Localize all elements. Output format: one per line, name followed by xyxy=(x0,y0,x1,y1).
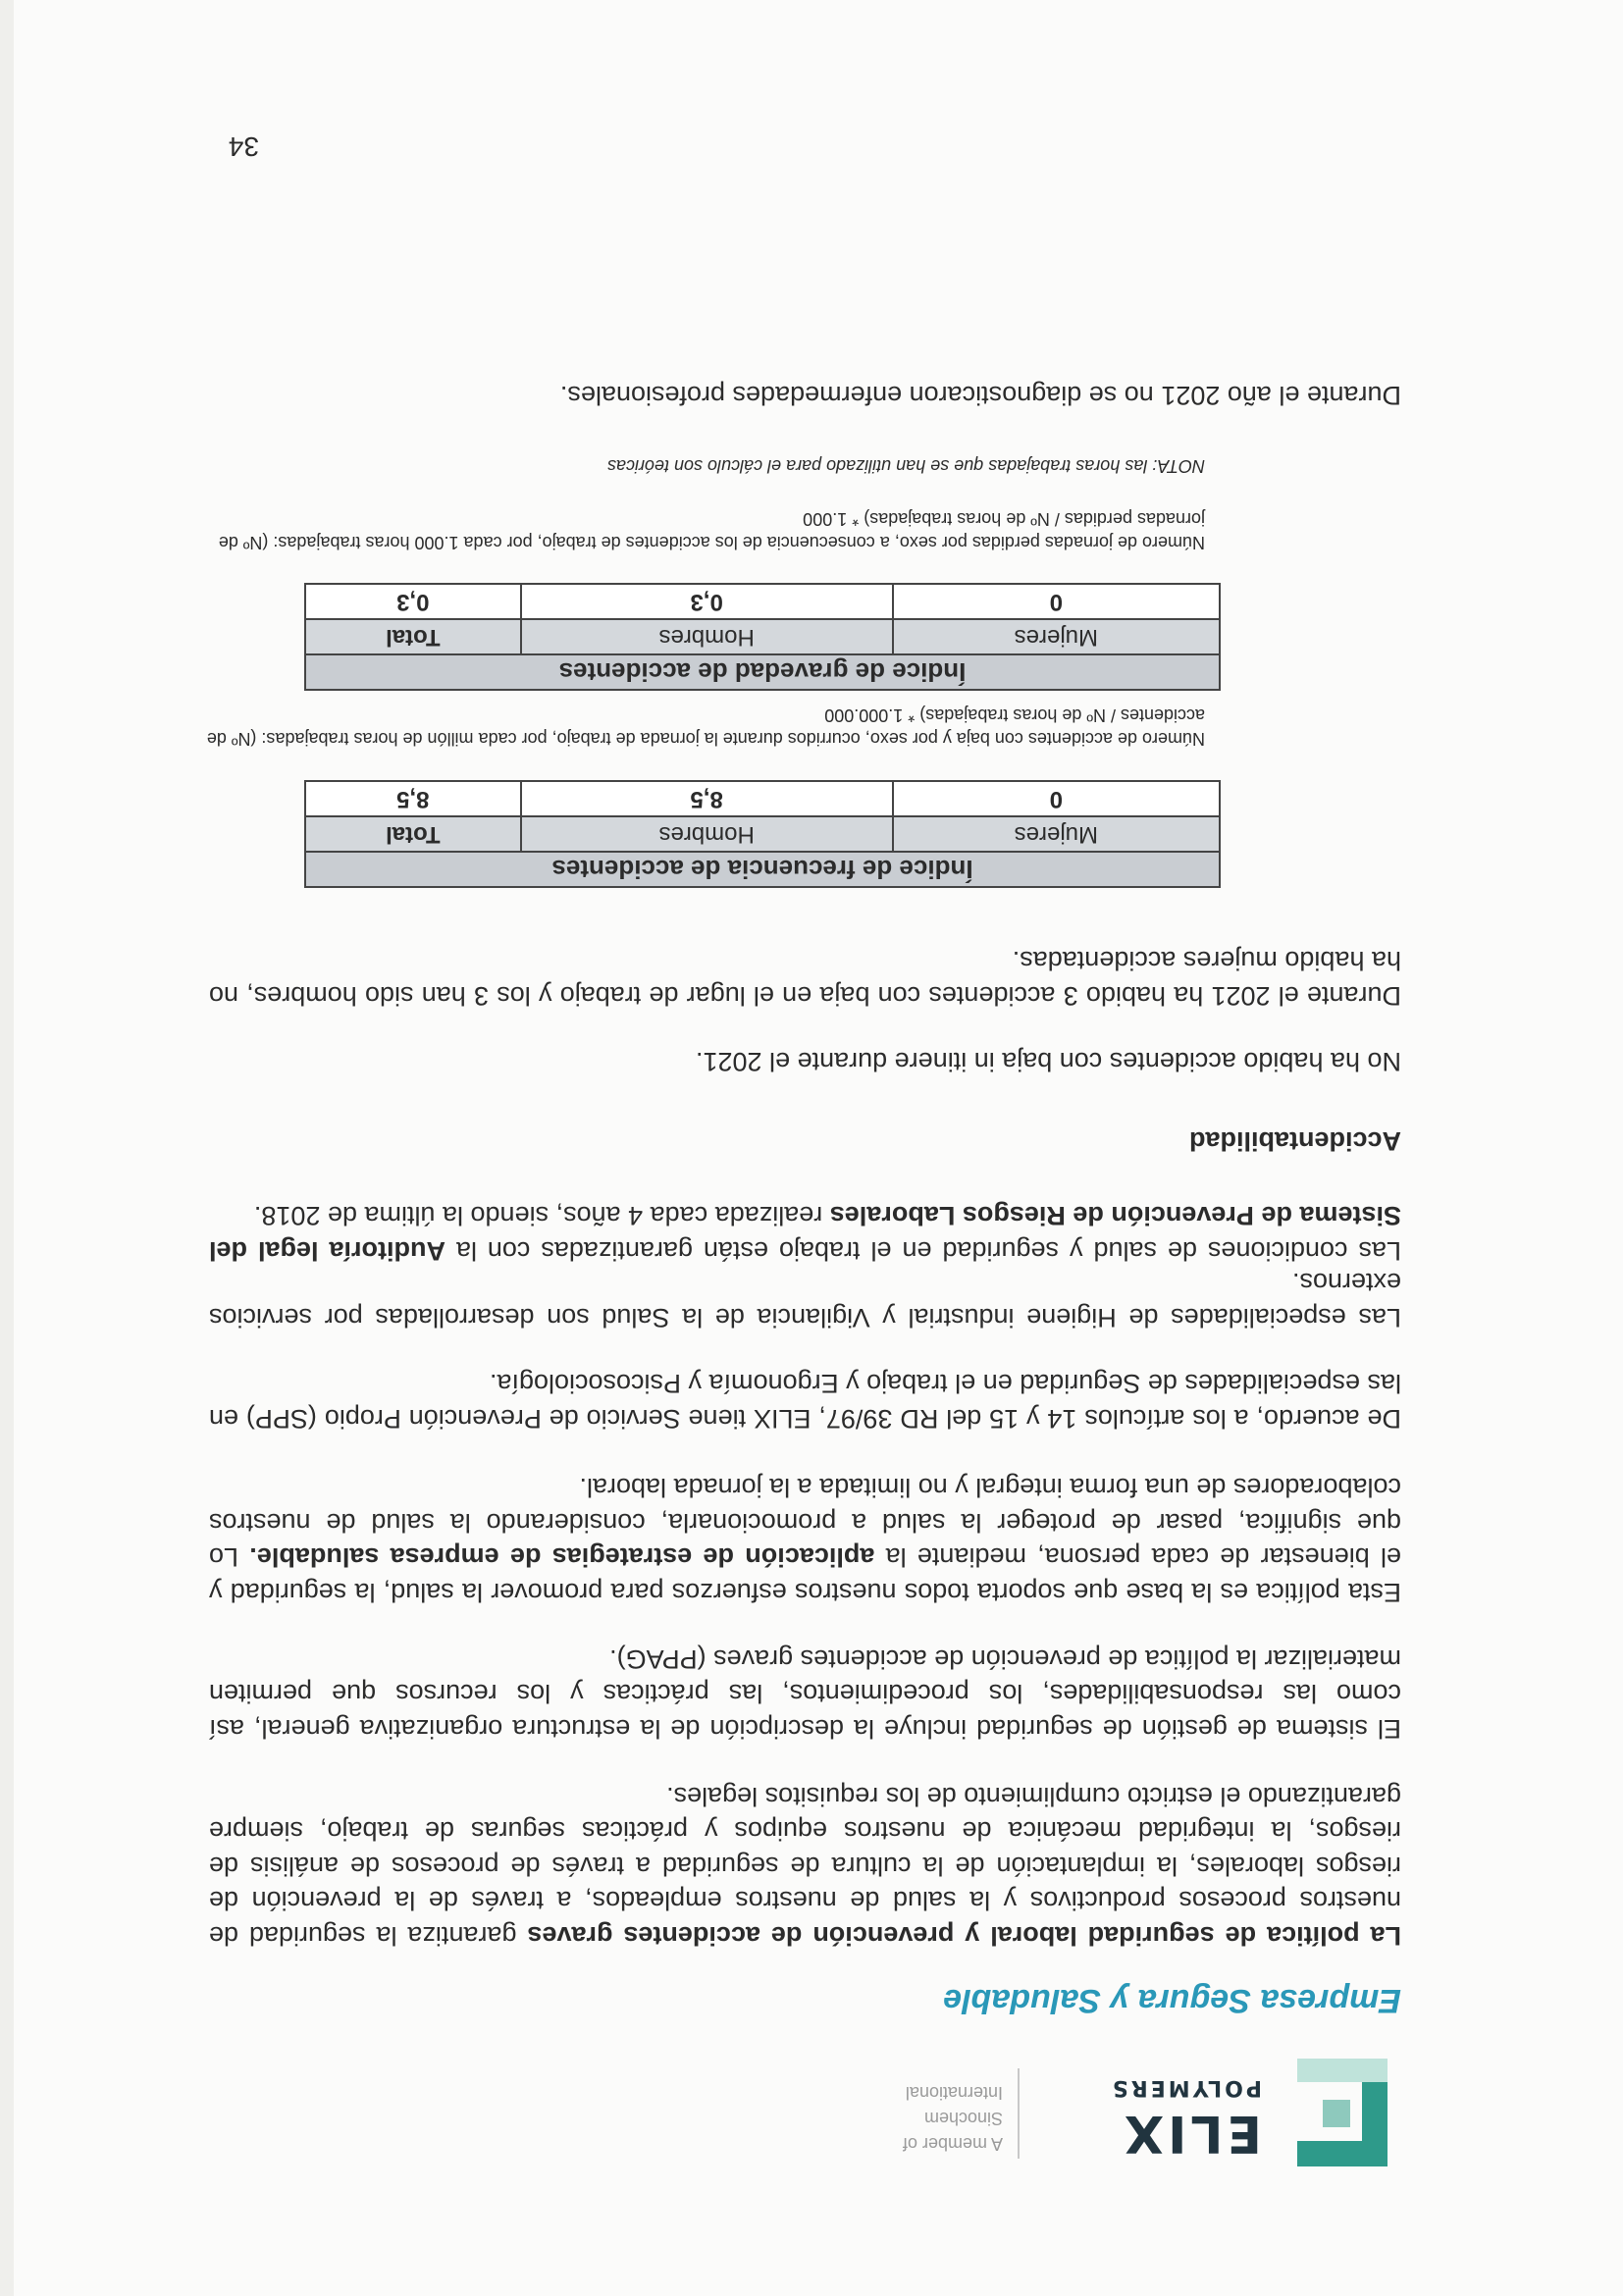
hours-note: NOTA: las horas trabajadas que se han utilizado para el cálculo son teóricas xyxy=(606,456,1205,476)
table-cell: 8,5 xyxy=(305,781,521,816)
logo-note-line: International xyxy=(905,2083,1003,2103)
scan-edge-shadow xyxy=(0,0,14,2296)
table-header: Mujeres xyxy=(893,619,1220,654)
frequency-index-note: Número de accidentes con baja y por sexo, ocurridos durante la jornada de trabajo, por cada millón de horas trabajadas: (Nº de accidentes / Nº de horas trabajadas) * 1.000.000 xyxy=(206,705,1205,749)
table-title: Índice de gravedad de accidentes xyxy=(305,654,1220,690)
healthy-bold: aplicación de estrategias de empresa saludable. xyxy=(249,1542,875,1573)
table-cell: 0,3 xyxy=(305,584,521,619)
logo-brand-sub: POLYMERS xyxy=(1109,2075,1262,2100)
paragraph-management-system: El sistema de gestión de seguridad incluye la descripción de la estructura organizativa general, así como las responsabilidades, los procedimientos, las prácticas y los recursos que permiten materializar la política de prevención de accidentes graves (PPAG). xyxy=(209,1644,1401,1744)
table-cell: 0 xyxy=(893,781,1220,816)
paragraph-prevention-service: De acuerdo, a los artículos 14 y 15 del RD 39/97, ELIX tiene Servicio de Prevención Propio (SPP) en las especialidades de Seguridad en el trabajo y Ergonomía y Psicosociología. xyxy=(209,1369,1401,1434)
table-cell: 0 xyxy=(893,584,1220,619)
audit-bold: Auditoría legal del Sistema de Prevención de Riesgos Laborales xyxy=(209,1201,1401,1266)
audit-text-c: realizada cada 4 años, siendo la última de 2018. xyxy=(253,1201,830,1231)
paragraph-external-services: Las especialidades de Higiene industrial y Vigilancia de la Salud son desarrolladas por servicios externos. xyxy=(209,1268,1401,1332)
paragraph-workplace-accidents: Durante el 2021 ha habido 3 accidentes con baja en el lugar de trabajo y los 3 han sido hombres, no ha habido mujeres accidentadas. xyxy=(209,946,1401,1011)
healthy-text-c: Lo que significa, pasar de proteger la salud a promocionarla, considerando la salud de nuestros colaboradores de una forma integral y no limitada a la jornada laboral. xyxy=(209,1473,1401,1573)
policy-text: garantiza la seguridad de nuestros procesos productivos y la salud de nuestros empleados, a través de la prevención de riesgos laborales, la implantación de la cultura de seguridad a través de procesos de análisis de riesgos, la integridad mecánica de nuestros equipos y prácticas seguras de trabajo, siempre garantizando el estricto cumplimiento de los requisitos legales. xyxy=(209,1782,1401,1951)
page-number: 34 xyxy=(228,131,259,162)
company-logo xyxy=(877,2056,1387,2178)
logo-brand: ELIX xyxy=(1120,2104,1262,2163)
heading-accidents: Accidentabilidad xyxy=(1188,1126,1401,1156)
paragraph-in-itinere: No ha habido accidentes con baja in itinere durante el 2021. xyxy=(695,1047,1401,1076)
paragraph-policy xyxy=(209,1779,1401,1954)
table-header: Hombres xyxy=(521,816,893,852)
table-header: Total xyxy=(305,619,521,654)
audit-text-a: Las condiciones de salud y seguridad en el trabajo están garantizadas con la xyxy=(445,1236,1401,1266)
healthy-text-a: Esta política es la base que soporta todos nuestros esfuerzos para promover la salud, la seguridad y el bienestar de cada persona, mediante la xyxy=(209,1542,1401,1607)
table-cell: 8,5 xyxy=(521,781,893,816)
policy-bold: La política de seguridad laboral y prevención de accidentes graves xyxy=(527,1921,1401,1951)
severity-index-table xyxy=(304,583,1221,691)
logo-mark-icon xyxy=(1297,2059,1387,2166)
table-header: Total xyxy=(305,816,521,852)
frequency-index-table xyxy=(304,780,1221,888)
table-title: Índice de frecuencia de accidentes xyxy=(305,852,1220,887)
paragraph-audit xyxy=(209,1198,1401,1268)
severity-index-note: Número de jornadas perdidas por sexo, a consecuencia de los accidentes de trabajo, por cada 1.000 horas trabajadas: (Nº de jornadas perdidas / Nº de horas trabajadas) * 1.000 xyxy=(218,509,1205,552)
section-title: Empresa Segura y Saludable xyxy=(943,1982,1401,2019)
table-header: Hombres xyxy=(521,619,893,654)
table-cell: 0,3 xyxy=(521,584,893,619)
logo-note-line: Sinochem xyxy=(923,2109,1003,2128)
paragraph-healthy-company xyxy=(209,1470,1401,1609)
logo-member-note xyxy=(903,2080,1003,2157)
table-header: Mujeres xyxy=(893,816,1220,852)
logo-note-line: A member of xyxy=(902,2134,1003,2154)
logo-divider xyxy=(1018,2068,1020,2159)
paragraph-occupational-diseases: Durante el año 2021 no se diagnosticaron enfermedades profesionales. xyxy=(559,381,1401,410)
